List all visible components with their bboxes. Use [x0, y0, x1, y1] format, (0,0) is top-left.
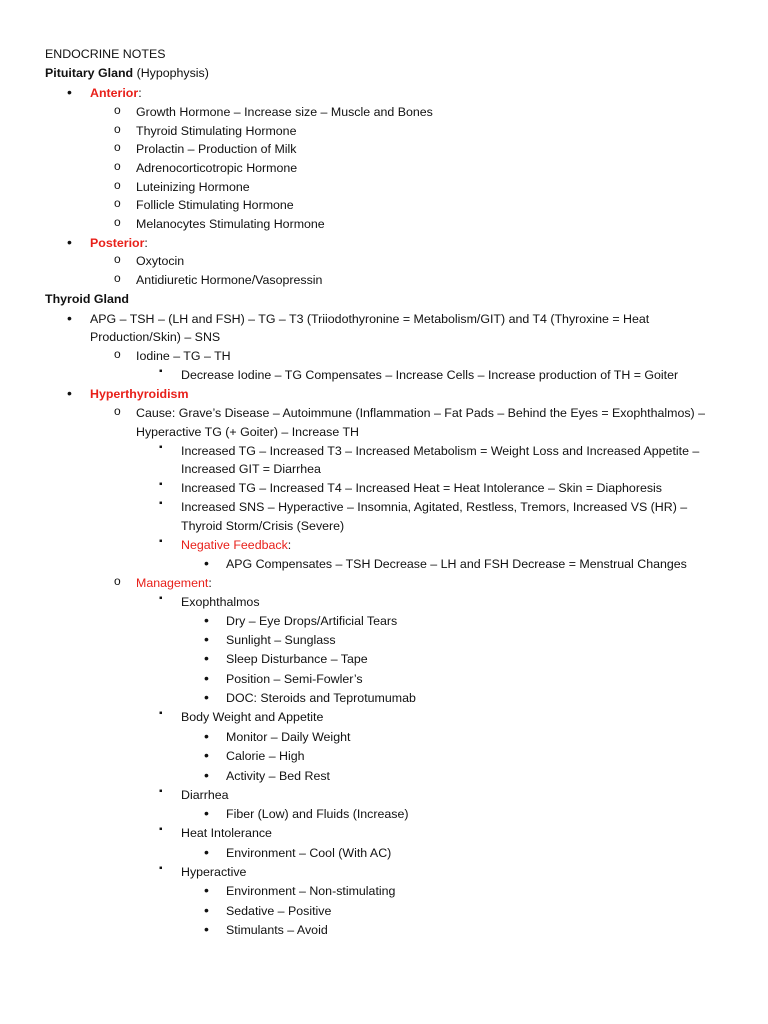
- list-item-continuation: Thyroid Storm/Crisis (Severe): [181, 519, 345, 533]
- bullet-disc: •: [204, 612, 209, 628]
- bullet-circle: o: [114, 178, 121, 192]
- bullet-circle: o: [114, 196, 121, 210]
- colon: :: [138, 86, 142, 100]
- posterior-heading: [90, 234, 148, 253]
- list-item: Melanocytes Stimulating Hormone: [136, 217, 325, 231]
- bullet-circle: o: [114, 215, 121, 229]
- bullet-disc: •: [204, 747, 209, 763]
- bullet-disc: •: [204, 631, 209, 647]
- list-item: Growth Hormone – Increase size – Muscle and Bones: [136, 105, 433, 119]
- list-item: Sunlight – Sunglass: [226, 633, 336, 647]
- colon: :: [144, 236, 148, 250]
- list-item: Activity – Bed Rest: [226, 769, 330, 783]
- bullet-square: ▪: [159, 786, 163, 797]
- list-item: Increased SNS – Hyperactive – Insomnia, Agitated, Restless, Tremors, Increased VS (HR) –: [181, 500, 688, 514]
- management-heading: [136, 574, 212, 593]
- list-item: APG – TSH – (LH and FSH) – TG – T3 (Triiodothyronine = Metabolism/GIT) and T4 (Thyroxine = Heat: [90, 312, 650, 326]
- list-item: Position – Semi-Fowler’s: [226, 672, 363, 686]
- bullet-square: ▪: [159, 863, 163, 874]
- list-item-continuation: Hyperactive TG (+ Goiter) – Increase TH: [136, 425, 359, 439]
- list-item: Increased TG – Increased T3 – Increased Metabolism = Weight Loss and Increased Appetite –: [181, 444, 700, 458]
- list-item: Stimulants – Avoid: [226, 923, 328, 937]
- management-label: Management: [136, 576, 209, 590]
- colon: :: [208, 576, 212, 590]
- list-item: Cause: Grave’s Disease – Autoimmune (Inflammation – Fat Pads – Behind the Eyes = Exophthalmos) –: [136, 406, 706, 420]
- bullet-square: ▪: [159, 824, 163, 835]
- bullet-disc: •: [204, 670, 209, 686]
- bullet-disc: •: [204, 805, 209, 821]
- bullet-circle: o: [114, 159, 121, 173]
- bullet-circle: o: [114, 122, 121, 136]
- bullet-disc: •: [204, 650, 209, 666]
- list-item: Sleep Disturbance – Tape: [226, 652, 368, 666]
- list-item: DOC: Steroids and Teprotumumab: [226, 691, 416, 705]
- bullet-square: ▪: [159, 442, 163, 453]
- bullet-disc: •: [67, 234, 72, 250]
- list-item: Iodine – TG – TH: [136, 349, 231, 363]
- list-item: Luteinizing Hormone: [136, 180, 250, 194]
- bullet-disc: •: [67, 385, 72, 401]
- list-item: Dry – Eye Drops/Artificial Tears: [226, 614, 398, 628]
- list-item: Decrease Iodine – TG Compensates – Increase Cells – Increase production of TH = Goiter: [181, 368, 679, 382]
- bullet-square: ▪: [159, 498, 163, 509]
- management-topic: Diarrhea: [181, 788, 229, 802]
- colon: :: [287, 538, 292, 552]
- bullet-disc: •: [204, 767, 209, 783]
- posterior-label: Posterior: [90, 236, 145, 250]
- list-item: Oxytocin: [136, 254, 185, 268]
- list-item: Thyroid Stimulating Hormone: [136, 124, 297, 138]
- bullet-disc: •: [204, 844, 209, 860]
- list-item: Follicle Stimulating Hormone: [136, 198, 294, 212]
- list-item: Prolactin – Production of Milk: [136, 142, 297, 156]
- bullet-circle: o: [114, 404, 121, 418]
- bullet-disc: •: [204, 902, 209, 918]
- management-topic: Hyperactive: [181, 865, 247, 879]
- pituitary-heading-suffix: (Hypophysis): [133, 66, 209, 80]
- list-item: Environment – Non-stimulating: [226, 884, 396, 898]
- negative-feedback-label: Negative Feedback: [181, 538, 288, 552]
- bullet-square: ▪: [159, 708, 163, 719]
- bullet-square: ▪: [159, 593, 163, 604]
- pituitary-heading: [45, 64, 209, 83]
- management-topic: Heat Intolerance: [181, 826, 272, 840]
- bullet-disc: •: [67, 310, 72, 326]
- list-item: Increased TG – Increased T4 – Increased Heat = Heat Intolerance – Skin = Diaphoresis: [181, 481, 662, 495]
- bullet-disc: •: [204, 728, 209, 744]
- bullet-circle: o: [114, 347, 121, 361]
- bullet-square: ▪: [159, 366, 163, 377]
- bullet-disc: •: [204, 882, 209, 898]
- list-item: Adrenocorticotropic Hormone: [136, 161, 298, 175]
- bullet-disc: •: [204, 689, 209, 705]
- bullet-circle: o: [114, 103, 121, 117]
- list-item: APG Compensates – TSH Decrease – LH and FSH Decrease = Menstrual Changes: [226, 557, 687, 571]
- management-topic: Body Weight and Appetite: [181, 710, 324, 724]
- bullet-disc: •: [204, 921, 209, 937]
- list-item: Antidiuretic Hormone/Vasopressin: [136, 273, 323, 287]
- bullet-square: ▪: [159, 479, 163, 490]
- list-item-continuation: Increased GIT = Diarrhea: [181, 462, 321, 476]
- bullet-disc: •: [204, 555, 209, 571]
- bullet-square: ▪: [159, 536, 163, 547]
- negative-feedback-heading: [181, 536, 291, 555]
- anterior-label: Anterior: [90, 86, 139, 100]
- thyroid-heading: Thyroid Gland: [45, 292, 129, 306]
- list-item: Fiber (Low) and Fluids (Increase): [226, 807, 409, 821]
- document-title: ENDOCRINE NOTES: [45, 47, 166, 61]
- bullet-disc: •: [67, 84, 72, 100]
- bullet-circle: o: [114, 574, 121, 588]
- list-item: Sedative – Positive: [226, 904, 332, 918]
- bullet-circle: o: [114, 140, 121, 154]
- pituitary-heading-label: Pituitary Gland: [45, 66, 134, 80]
- hyperthyroidism-heading: Hyperthyroidism: [90, 387, 189, 401]
- list-item: Monitor – Daily Weight: [226, 730, 351, 744]
- bullet-circle: o: [114, 252, 121, 266]
- anterior-heading: [90, 84, 142, 103]
- list-item: Calorie – High: [226, 749, 305, 763]
- bullet-circle: o: [114, 271, 121, 285]
- list-item-continuation: Production/Skin) – SNS: [90, 330, 221, 344]
- management-topic: Exophthalmos: [181, 595, 260, 609]
- list-item: Environment – Cool (With AC): [226, 846, 392, 860]
